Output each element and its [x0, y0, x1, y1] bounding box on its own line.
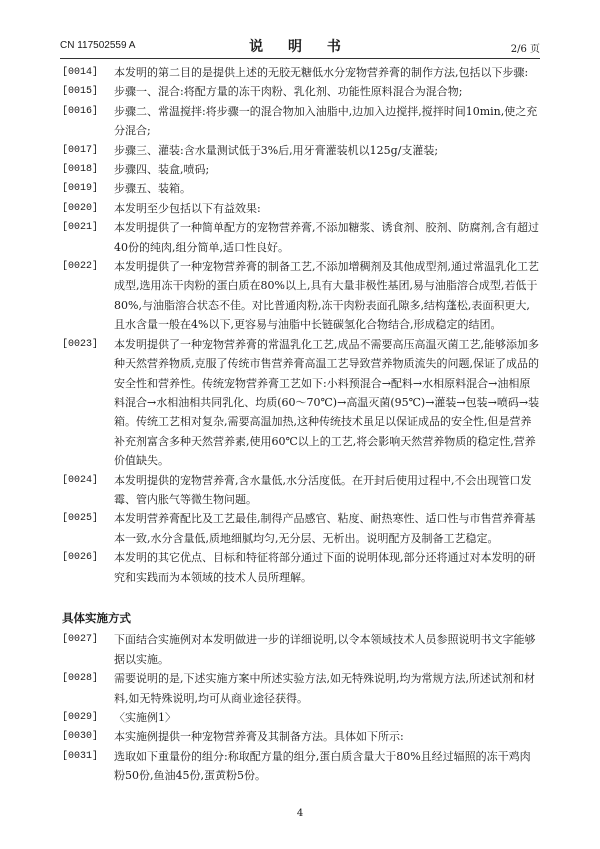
paragraph	[62, 747, 540, 786]
paragraph-number: [0026]	[62, 552, 99, 564]
paragraph-text: 本发明的其它优点、目标和特征将部分通过下面的说明体现,部分还将通过对本发明的研究和实践而为本领域的技术人员所理解。	[114, 551, 536, 584]
paragraph	[62, 335, 540, 471]
paragraph	[62, 179, 540, 198]
paragraph-text: 需要说明的是,下述实施方案中所述实验方法,如无特殊说明,均为常规方法,所述试剂和材料,如无特殊说明,均可从商业途径获得。	[114, 672, 535, 705]
paragraph-text: 步骤五、装箱。	[114, 182, 191, 196]
paragraph-text: 本发明至少包括以下有益效果:	[114, 201, 261, 215]
paragraph-text: 步骤三、灌装:含水量测试低于3%后,用牙膏灌装机以125g/支灌装;	[114, 143, 439, 157]
paragraph-number: [0021]	[62, 222, 99, 234]
paragraph-number: [0029]	[62, 712, 99, 723]
paragraph-text: 选取如下重量份的组分:称取配方量的组分,蛋白质含量大于80%且经过辐照的冻干鸡肉粉50份,鱼油45份,蛋黄粉5份。	[114, 749, 531, 783]
header-rule	[60, 58, 540, 59]
paragraph	[62, 630, 540, 669]
paragraph	[62, 82, 540, 101]
paragraph-group-embodiments	[62, 630, 540, 785]
paragraph-text: 本实施例提供一种宠物营养膏及其制备方法。具体如下所示:	[114, 730, 404, 744]
paragraph	[62, 708, 540, 727]
paragraph	[62, 257, 540, 335]
paragraph-number: [0019]	[62, 183, 99, 195]
page-number: 4	[296, 808, 304, 819]
paragraph-group-summary	[62, 63, 540, 587]
paragraph-number: [0030]	[62, 731, 99, 743]
page-indicator: 2/6 页	[510, 44, 540, 55]
paragraph	[62, 509, 540, 548]
paragraph-text: 本发明的第二目的是提供上述的无胶无糖低水分宠物营养膏的制作方法,包括以下步骤:	[114, 66, 529, 79]
document-body	[62, 63, 540, 786]
paragraph-text: 〈实施例1〉	[114, 711, 176, 724]
section-heading: 具体实施方式	[62, 610, 131, 625]
paragraph-text: 步骤二、常温搅拌:将步骤一的混合物加入油脂中,边加入边搅拌,搅拌时间10min,使之充分混合;	[114, 104, 538, 138]
paragraph-number: [0031]	[62, 750, 99, 762]
paragraph	[62, 727, 540, 746]
paragraph-text: 步骤四、装盒,喷码;	[114, 163, 210, 177]
paragraph-number: [0017]	[62, 144, 99, 156]
paragraph-number: [0025]	[62, 513, 99, 525]
paragraph-number: [0014]	[62, 67, 99, 78]
paragraph	[62, 471, 540, 510]
paragraph	[62, 199, 540, 218]
paragraph	[62, 160, 540, 179]
paragraph-text: 本发明提供了一种宠物营养膏的常温乳化工艺,成品不需要高压高温灭菌工艺,能够添加多种天然营养物质,克服了传统市售营养膏高温工艺导致营养物质流失的问题,保证了成品的安全性和营养性。传统宠物营养膏工艺如下:小料预混合→配料→水相原料混合→油相原料混合→水相油相共同乳化、均质(60～70℃)→高温灭菌(95℃)→灌装→包装→喷码→装箱。传统工艺相对复杂,需要高温加热,这种传统技术虽足以保证成品的安全性,但是营养补充剂富含多种天然营养素,使用60℃以上的工艺,将会影响天然营养物质的稳定性,营养价值缺失。	[114, 337, 540, 468]
paragraph	[62, 141, 540, 160]
paragraph-text: 本发明营养膏配比及工艺最佳,制得产品感官、粘度、耐热寒性、适口性与市售营养膏基本一致,水分含量低,质地细腻均匀,无分层、无析出。说明配方及制备工艺稳定。	[114, 512, 536, 545]
paragraph	[62, 669, 540, 708]
paragraph-text: 本发明提供了一种简单配方的宠物营养膏,不添加糖浆、诱食剂、胶剂、防腐剂,含有超过40份的纯肉,组分简单,适口性良好。	[114, 221, 539, 254]
paragraph-text: 下面结合实施例对本发明做进一步的详细说明,以令本领域技术人员参照说明书文字能够据以实施。	[114, 633, 536, 666]
document-title: 说 明 书	[249, 39, 351, 55]
paragraph-number: [0022]	[62, 261, 99, 273]
paragraph-number: [0027]	[62, 634, 99, 646]
paragraph-number: [0015]	[62, 86, 99, 98]
paragraph-number: [0024]	[62, 474, 99, 486]
paragraph-text: 本发明提供的宠物营养膏,含水量低,水分活度低。在开封后使用过程中,不会出现管口发霉、管内胀气等微生物问题。	[114, 473, 532, 506]
paragraph-number: [0018]	[62, 164, 99, 176]
paragraph	[62, 548, 540, 587]
paragraph	[62, 218, 540, 257]
paragraph	[62, 63, 540, 82]
paragraph-text: 本发明提供了一种宠物营养膏的制备工艺,不添加增稠剂及其他成型剂,通过常温乳化工艺成型,选用冻干肉粉的蛋白质在80%以上,具有大量非极性基团,易与油脂溶合成型,若低于80%,与油脂溶合状态不佳。对比普通肉粉,冻干肉粉表面孔隙多,结构蓬松,表面积更大,且水含量一般在4%以下,更容易与油脂中长链碳氢化合物结合,形成稳定的结团。	[114, 260, 539, 332]
paragraph-number: [0028]	[62, 673, 99, 685]
publication-number: CN 117502559 A	[60, 40, 136, 51]
paragraph-number: [0023]	[62, 338, 99, 350]
paragraph-number: [0016]	[62, 105, 99, 117]
paragraph	[62, 102, 540, 141]
page-footer	[0, 808, 600, 819]
page-header	[60, 36, 540, 58]
paragraph-text: 步骤一、混合:将配方量的冻干肉粉、乳化剂、功能性原料混合为混合物;	[114, 85, 463, 99]
paragraph-number: [0020]	[62, 202, 99, 214]
